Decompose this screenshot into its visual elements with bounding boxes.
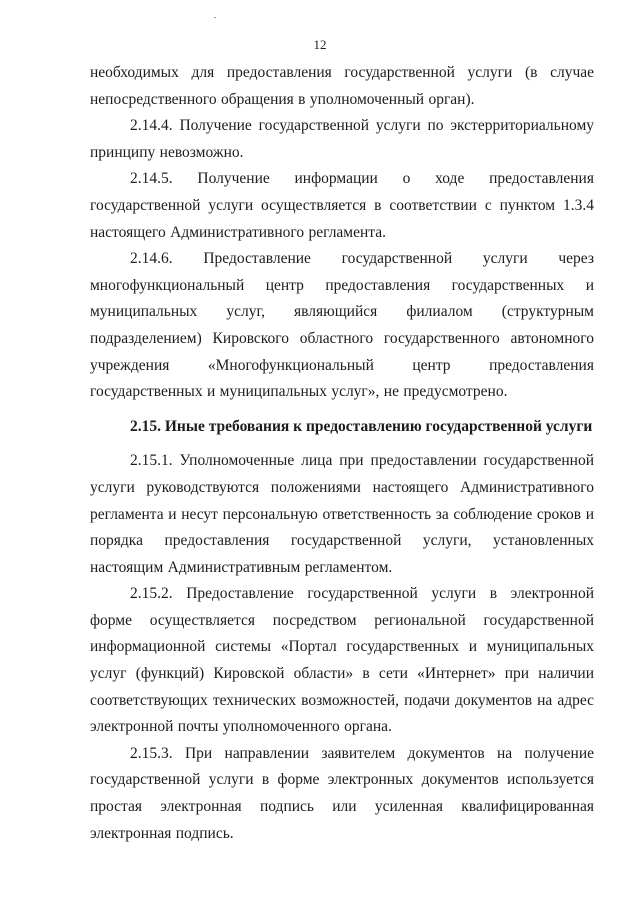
paragraph-2-14-6: 2.14.6. Предоставление государственной услуги через многофункциональный центр предоставления государственных и муниципальных услуг, являющийся филиалом (структурным подразделением) Кировского областного государственного автономного учреждения «Многофункциональный центр предоставления государственных и муниципальных услуг», не предусмотрено.	[90, 250, 594, 401]
paragraph-2-14-5: 2.14.5. Получение информации о ходе предоставления государственной услуги осуществляется в соответствии с пунктом 1.3.4 настоящего Административного регламента.	[90, 170, 594, 241]
paragraph-2-15-1: 2.15.1. Уполномоченные лица при предоставлении государственной услуги руководствуются положениями настоящего Административного регламента и несут персональную ответственность за соблюдение сроков и порядка предоставления государственной услуги, установленных настоящим Административным регламентом.	[90, 452, 594, 576]
document-body	[90, 60, 594, 847]
page-number: 12	[313, 37, 327, 52]
paragraph-2-14-4: 2.14.4. Получение государственной услуги по экстерриториальному принципу невозможно.	[90, 117, 594, 161]
paragraph-2-15-2: 2.15.2. Предоставление государственной услуги в электронной форме осуществляется посредством региональной государственной информационной системы «Портал государственных и муниципальных услуг (функций) Кировской области» в сети «Интернет» при наличии соответствующих технических возможностей, подачи документов на адрес электронной почты уполномоченного органа.	[90, 585, 594, 736]
paragraph-2-15-3: 2.15.3. При направлении заявителем документов на получение государственной услуги в форме электронных документов используется простая электронная подпись или усиленная квалифицированная электронная подпись.	[90, 744, 594, 842]
section-heading-2-15: 2.15. Иные требования к предоставлению государственной услуги	[130, 417, 593, 435]
paragraph-continuation: необходимых для предоставления государственной услуги (в случае непосредственного обращения в уполномоченный орган).	[90, 64, 594, 108]
scan-speck	[214, 17, 216, 18]
